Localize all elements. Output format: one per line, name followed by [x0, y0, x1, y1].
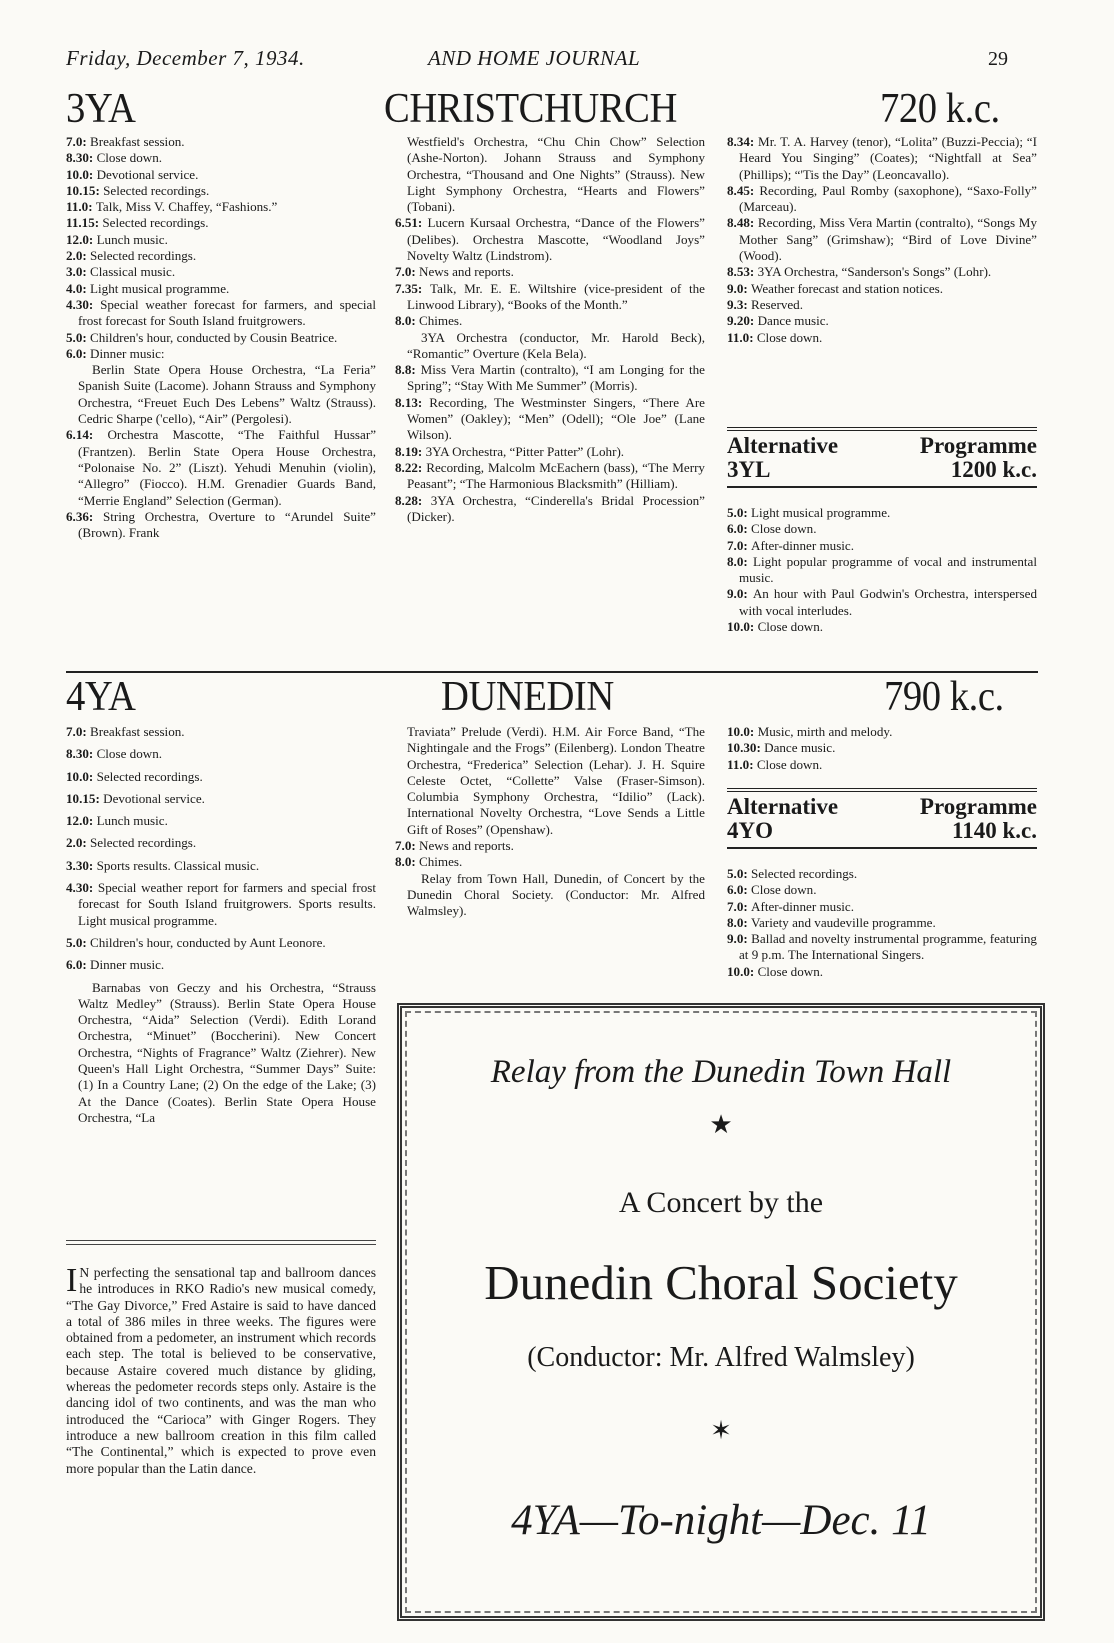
schedule-desc: Recording, Miss Vera Martin (contralto), “Songs My Mother Sang” (Grimshaw); “Bird of Love Divine” (Wood). [739, 215, 1037, 264]
concert-advertisement [397, 1003, 1045, 1621]
schedule-desc: Lucern Kursaal Orchestra, “Dance of the Flowers” (Delibes). Orchestra Mascotte, “Woodland Joys” Novelty Waltz (Lindstrom). [407, 215, 705, 264]
station-frequency-790: 790 k.c. [884, 674, 1004, 720]
schedule-item [727, 915, 1037, 931]
section-divider [66, 671, 1038, 673]
schedule-item [727, 281, 1037, 297]
station-callsign-3ya: 3YA [66, 86, 136, 132]
schedule-item [395, 313, 705, 329]
schedule-time: 11.15: [66, 215, 103, 231]
schedule-time: 7.0: [66, 134, 91, 149]
schedule-desc: Recording, Paul Romby (saxophone), “Saxo-Folly” (Marceau). [739, 182, 1037, 215]
schedule-desc: Breakfast session. [90, 724, 185, 739]
schedule-item [66, 183, 376, 199]
schedule-item [66, 835, 376, 851]
schedule-time: 10.0: [727, 963, 758, 979]
schedule-desc: Ballad and novelty instrumental programme, featuring at 9 p.m. The International Singers. [739, 931, 1037, 963]
schedule-subtext: Relay from Town Hall, Dunedin, of Concert by the Dunedin Choral Society. (Conductor: Mr. Alfred Walmsley). [407, 870, 705, 919]
alt-callsign-3yl: 3YL [727, 457, 771, 482]
schedule-desc: 3YA Orchestra, “Cinderella's Bridal Procession” (Dicker). [407, 492, 705, 524]
schedule-time: 10.0: [727, 724, 758, 739]
schedule-time: 9.0: [727, 280, 752, 296]
schedule-time: 8.30: [66, 746, 97, 762]
schedule-time: 10.0: [727, 619, 758, 635]
3yl-schedule [727, 505, 1037, 635]
schedule-desc: An hour with Paul Godwin's Orchestra, interspersed with vocal interludes. [739, 586, 1037, 618]
schedule-item [66, 281, 376, 297]
schedule-item [66, 264, 376, 280]
schedule-time: 5.0: [727, 866, 752, 881]
schedule-item [66, 813, 376, 829]
station-city-dunedin: DUNEDIN [441, 674, 614, 720]
schedule-desc: Talk, Miss V. Chaffey, “Fashions.” [95, 199, 278, 215]
schedule-item [727, 264, 1037, 280]
schedule-time: 6.0: [727, 521, 752, 537]
schedule-desc: Light musical programme. [751, 505, 891, 520]
schedule-desc: After-dinner music. [751, 537, 855, 553]
schedule-desc: 3YA Orchestra, “Sanderson's Songs” (Lohr). [757, 264, 992, 280]
schedule-time: 7.0: [66, 724, 91, 739]
3ya-schedule-col1 [66, 134, 376, 541]
schedule-time: 7.0: [395, 264, 420, 280]
schedule-desc: String Orchestra, Overture to “Arundel Suite” (Brown). Frank [78, 508, 376, 541]
schedule-item [727, 931, 1037, 964]
schedule-time: 2.0: [66, 835, 91, 851]
drop-cap: I [66, 1262, 78, 1299]
article-text: N perfecting the sensational tap and ballroom dances he introduces in RKO Radio's new musical comedy, “The Gay Divorce,” Fred Astaire is said to have danced a total of 386 miles in three weeks. The figures were obtained from a pedometer, an instrument which records each step. The total is believed to be conservative, because Astaire covered much distance by gliding, whereas the pedometer records steps only. Astaire is the dancing idol of two continents, and was the man who introduced the “Carioca” with Ginger Rogers. They introduce a new ballroom creation in this film called “The Continental,” which is expected to prove even more popular than the Latin dance. [66, 1265, 376, 1476]
schedule-item [727, 554, 1037, 587]
schedule-desc: Close down. [756, 329, 823, 345]
schedule-time: 10.30: [727, 740, 765, 756]
schedule-time: 6.14: [66, 427, 108, 443]
schedule-time: 4.30: [66, 880, 98, 896]
schedule-item [395, 444, 705, 460]
4ya-schedule-col2 [395, 724, 705, 920]
schedule-desc: Dance music. [764, 740, 836, 756]
4yo-schedule [727, 866, 1037, 980]
schedule-time: 5.0: [727, 505, 752, 520]
schedule-item [727, 330, 1037, 346]
schedule-item [727, 882, 1037, 898]
schedule-desc: Close down. [756, 756, 823, 772]
schedule-time: 10.0: [66, 166, 97, 182]
schedule-time: 8.34: [727, 134, 759, 149]
schedule-subtext: 3YA Orchestra (conductor, Mr. Harold Beck), “Romantic” Overture (Kela Bela). [407, 329, 705, 361]
schedule-time: 6.0: [66, 345, 91, 361]
schedule-desc: Variety and vaudeville programme. [751, 914, 936, 930]
schedule-desc: Light musical programme. [90, 280, 230, 296]
4ya-schedule-col3 [727, 724, 1037, 773]
schedule-time: 6.51: [395, 215, 428, 231]
schedule-desc: Weather forecast and station notices. [751, 280, 944, 296]
article-divider [66, 1244, 376, 1245]
alt-callsign-4yo: 4YO [727, 818, 773, 843]
schedule-desc: Miss Vera Martin (contralto), “I am Longing for the Spring”; “Stay With Me Summer” (Morris). [407, 362, 705, 394]
schedule-item [727, 183, 1037, 216]
schedule-item [727, 619, 1037, 635]
4ya-schedule-col1 [66, 724, 376, 1126]
schedule-time: 8.0: [727, 553, 754, 569]
schedule-desc: Reserved. [751, 296, 804, 312]
station-callsign-4ya: 4YA [66, 674, 136, 720]
schedule-item [66, 724, 376, 740]
continued-text: Traviata” Prelude (Verdi). H.M. Air Force Band, “The Nightingale and the Frogs” (Eilenberg). London Theatre Orchestra, “Frederica” Selection (Lehar). J. H. Squire Celeste Octet, “Collette” Valse (Fraser-Simson). Columbia Symphony Orchestra, “Idilio” (Lack). International Novelty Orchestra, “Love Sends a Little Gift of Roses” (Openshaw). [407, 724, 705, 837]
schedule-desc: Mr. T. A. Harvey (tenor), “Lolita” (Buzzi-Peccia); “I Heard You Singing” (Coates); “Nightfall at Sea” (Phillips); “'Tis the Day” (Leoncavallo). [739, 134, 1037, 182]
schedule-time: 9.3: [727, 296, 752, 312]
schedule-item [395, 281, 705, 314]
schedule-time: 3.0: [66, 264, 91, 280]
schedule-desc: News and reports. [419, 264, 514, 280]
schedule-desc: Music, mirth and melody. [757, 724, 893, 739]
schedule-desc: Light popular programme of vocal and instrumental music. [739, 553, 1037, 586]
schedule-item [727, 866, 1037, 882]
alternative-3yl-header [727, 427, 1037, 488]
schedule-desc: Talk, Mr. E. E. Wiltshire (vice-president of the Linwood Library), “Books of the Month.” [407, 280, 705, 312]
schedule-item [66, 858, 376, 874]
schedule-item [66, 150, 376, 166]
station-frequency-720: 720 k.c. [880, 86, 1000, 132]
schedule-time: 10.15: [66, 790, 104, 806]
schedule-desc: Special weather forecast for farmers, and special frost forecast for South Island fruitgrowers. [78, 296, 376, 329]
3ya-schedule-col2 [395, 134, 705, 525]
schedule-item [727, 757, 1037, 773]
schedule-time: 10.15: [66, 182, 104, 198]
schedule-item [395, 395, 705, 444]
schedule-time: 11.0: [66, 199, 96, 215]
schedule-time: 5.0: [66, 934, 91, 950]
schedule-desc: Close down. [751, 521, 817, 537]
schedule-desc: Selected recordings. [90, 248, 197, 264]
schedule-desc: 3YA Orchestra, “Pitter Patter” (Lohr). [425, 443, 625, 459]
schedule-desc: Close down. [751, 882, 817, 898]
schedule-desc: Selected recordings. [96, 768, 203, 784]
schedule-time: 8.30: [66, 150, 97, 166]
schedule-item [727, 538, 1037, 554]
star-icon: ★ [709, 1110, 733, 1139]
ad-concert-line: A Concert by the [618, 1186, 824, 1219]
schedule-item [727, 740, 1037, 756]
3ya-schedule-col3 [727, 134, 1037, 346]
schedule-desc: After-dinner music. [751, 898, 855, 914]
alternative-4yo-header [727, 788, 1037, 849]
schedule-desc: Close down. [757, 963, 824, 979]
schedule-time: 8.8: [395, 362, 421, 378]
schedule-item [395, 838, 705, 854]
schedule-desc: Sports results. Classical music. [96, 857, 260, 873]
schedule-item [66, 935, 376, 951]
schedule-item [395, 460, 705, 493]
schedule-item [66, 199, 376, 215]
schedule-time: 8.45: [727, 182, 760, 198]
schedule-desc: Lunch music. [96, 813, 168, 829]
schedule-desc: Dinner music: [90, 345, 165, 361]
schedule-item [66, 330, 376, 346]
schedule-desc: Breakfast session. [90, 134, 185, 149]
schedule-desc: Selected recordings. [102, 215, 209, 231]
schedule-item [66, 427, 376, 508]
schedule-desc: Devotional service. [96, 166, 199, 182]
schedule-subtext: Berlin State Opera House Orchestra, “La Feria” Spanish Suite (Lacome). Johann Strauss and Symphony Orchestra, “Freuet Euch Des Lebens” Waltz (Strauss). Cedric Sharpe ('cello), “Air” (Pergolesi). [78, 362, 376, 427]
page-number: 29 [988, 48, 1008, 70]
schedule-item [395, 854, 705, 870]
schedule-item [395, 264, 705, 280]
ad-relay-line: Relay from the Dunedin Town Hall [490, 1054, 952, 1090]
schedule-desc: Children's hour, conducted by Cousin Beatrice. [90, 329, 338, 345]
ad-conductor-line: (Conductor: Mr. Alfred Walmsley) [527, 1342, 915, 1373]
schedule-time: 7.0: [727, 898, 752, 914]
alt-programme: Programme [919, 433, 1037, 458]
schedule-desc: Orchestra Mascotte, “The Faithful Hussar” (Frantzen). Berlin State Opera House Orchestra, “Polonaise No. 2” (Liszt). Yehudi Menuhin (violin), “Allegro” (Fiocco). H.M. Grenadier Guards Band, “Merrie England” Selection (German). [78, 427, 376, 508]
schedule-desc: Selected recordings. [103, 182, 210, 198]
publication-title: AND HOME JOURNAL [428, 46, 641, 70]
schedule-time: 8.53: [727, 264, 758, 280]
alt-frequency-1140: 1140 k.c. [952, 818, 1037, 843]
continued-text: Westfield's Orchestra, “Chu Chin Chow” Selection (Ashe-Norton). Johann Strauss and Symphony Orchestra, “Thousand and One Nights” (Strauss). New Light Symphony Orchestra, “Hearts and Flowers” (Tobani). [407, 134, 705, 215]
schedule-time: 11.0: [727, 329, 757, 345]
schedule-item [727, 313, 1037, 329]
schedule-item [727, 297, 1037, 313]
schedule-time: 6.36: [66, 508, 104, 524]
schedule-item [727, 899, 1037, 915]
schedule-time: 8.22: [395, 459, 427, 475]
schedule-item [395, 493, 705, 526]
schedule-item [66, 880, 376, 929]
schedule-time: 11.0: [727, 756, 757, 772]
article-divider [66, 1240, 376, 1241]
schedule-time: 12.0: [66, 231, 97, 247]
schedule-desc: Close down. [96, 150, 163, 166]
schedule-item [66, 167, 376, 183]
schedule-item [66, 297, 376, 330]
schedule-item [727, 521, 1037, 537]
schedule-desc: News and reports. [419, 838, 514, 854]
schedule-item [66, 134, 376, 150]
schedule-time: 6.0: [727, 882, 752, 898]
schedule-time: 9.0: [727, 931, 752, 947]
schedule-item [727, 215, 1037, 264]
schedule-item [727, 586, 1037, 619]
alt-title: Alternative [727, 794, 839, 819]
schedule-desc: Dinner music. [90, 957, 165, 973]
schedule-desc: Classical music. [90, 264, 176, 280]
schedule-time: 12.0: [66, 813, 97, 829]
schedule-item [66, 346, 376, 362]
schedule-desc: Children's hour, conducted by Aunt Leonore. [90, 934, 326, 950]
schedule-item [395, 362, 705, 395]
alt-programme: Programme [919, 794, 1037, 819]
schedule-item [727, 724, 1037, 740]
schedule-time: 8.0: [727, 914, 752, 930]
schedule-desc: Close down. [757, 619, 824, 635]
schedule-item [66, 248, 376, 264]
schedule-desc: Devotional service. [103, 790, 205, 806]
schedule-time: 2.0: [66, 248, 91, 264]
schedule-time: 7.0: [395, 838, 420, 854]
schedule-desc: Chimes. [419, 313, 463, 329]
issue-date: Friday, December 7, 1934. [66, 46, 305, 70]
star-icon: ✶ [710, 1416, 732, 1445]
station-city-christchurch: CHRISTCHURCH [384, 86, 677, 132]
schedule-subtext: Barnabas von Geczy and his Orchestra, “Strauss Waltz Medley” (Strauss). Berlin State Opera House Orchestra, “Aida” Selection (Verdi). Edith Lorand Orchestra, “Minuet” (Boccherini). New Concert Orchestra, “Nights of Fragrance” Waltz (Ziehrer). New Queen's Hall Light Orchestra, “Summer Days” Suite: (1) In a Country Lane; (2) On the edge of the Lake; (3) At the Dance (Coates). Berlin State Opera House Orchestra, “La [78, 979, 376, 1125]
schedule-time: 9.0: [727, 586, 753, 602]
schedule-time: 7.0: [727, 537, 752, 553]
schedule-time: 8.0: [395, 854, 420, 870]
schedule-desc: Recording, The Westminster Singers, “There Are Women” (Oakley); “Men” (Odell); “Ole Joe” (Lane Wilson). [407, 394, 705, 443]
schedule-time: 6.0: [66, 957, 91, 973]
schedule-desc: Special weather report for farmers and special frost forecast for South Island fruitgrowers. Sports results. Light musical programme. [78, 880, 376, 928]
schedule-item [727, 505, 1037, 521]
schedule-desc: Recording, Malcolm McEachern (bass), “The Merry Peasant”; “The Harmonious Blacksmith” (Hilliam). [407, 459, 705, 492]
schedule-time: 5.0: [66, 329, 91, 345]
schedule-desc: Close down. [96, 746, 163, 762]
schedule-desc: Lunch music. [96, 231, 168, 247]
schedule-desc: Selected recordings. [751, 866, 858, 881]
schedule-item [727, 964, 1037, 980]
schedule-desc: Dance music. [757, 313, 829, 329]
schedule-item [66, 232, 376, 248]
schedule-item [66, 769, 376, 785]
schedule-time: 4.30: [66, 296, 101, 312]
schedule-item [66, 509, 376, 542]
schedule-item [66, 957, 376, 973]
schedule-item [66, 215, 376, 231]
schedule-time: 8.0: [395, 313, 420, 329]
schedule-time: 7.35: [395, 280, 431, 296]
astaire-article [66, 1262, 376, 1477]
ad-society-name: Dunedin Choral Society [484, 1255, 958, 1310]
schedule-time: 10.0: [66, 768, 97, 784]
ad-date-line: 4YA—To-night—Dec. 11 [511, 1497, 931, 1544]
alt-frequency-1200: 1200 k.c. [950, 457, 1037, 482]
schedule-time: 3.30: [66, 857, 97, 873]
schedule-time: 8.48: [727, 215, 758, 231]
schedule-item [395, 215, 705, 264]
schedule-desc: Chimes. [419, 854, 463, 870]
schedule-item [66, 791, 376, 807]
schedule-time: 8.19: [395, 443, 426, 459]
schedule-time: 4.0: [66, 280, 91, 296]
schedule-time: 8.28: [395, 492, 431, 508]
schedule-item [727, 134, 1037, 183]
alt-title: Alternative [727, 433, 839, 458]
schedule-time: 9.20: [727, 313, 758, 329]
schedule-item [66, 746, 376, 762]
schedule-desc: Selected recordings. [90, 835, 197, 851]
schedule-time: 8.13: [395, 394, 430, 410]
